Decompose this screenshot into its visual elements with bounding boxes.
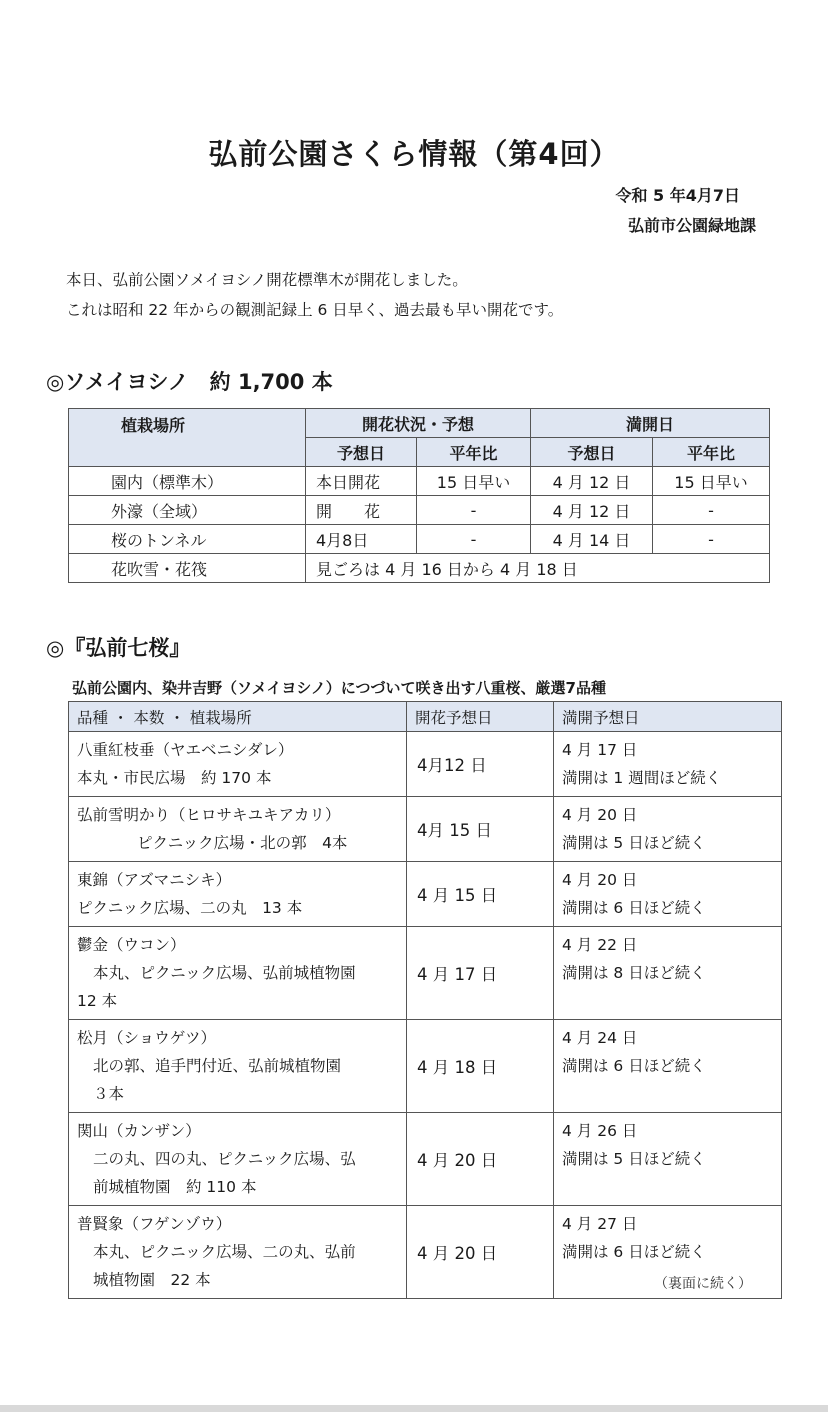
full-note: 満開は 6 日ほど続く <box>562 899 706 917</box>
bloom-date-cell: 4 月 17 日 <box>407 927 554 1020</box>
place-cell: 花吹雪・花筏 <box>69 554 306 583</box>
full-date-cell <box>554 732 782 797</box>
full-date: 4 月 27 日 <box>562 1215 638 1233</box>
full-note: 満開は 6 日ほど続く <box>562 1057 706 1075</box>
variety-cell <box>69 1206 407 1299</box>
continued-overleaf-note: （裏面に続く） <box>654 1276 752 1292</box>
full-note: 満開は 6 日ほど続く <box>562 1243 706 1261</box>
variety-place-cont: 城植物園 22 本 <box>93 1271 211 1289</box>
col-header-full-compare: 平年比 <box>653 438 770 467</box>
table-row <box>69 797 782 862</box>
col-header-place: 植栽場所 <box>69 409 306 467</box>
col-header-full: 満開予想日 <box>554 702 782 732</box>
full-date: 4 月 17 日 <box>562 741 638 759</box>
bloom-cell: 4月8日 <box>306 525 417 554</box>
variety-count: ３本 <box>93 1085 125 1103</box>
full-cell: 4 月 14 日 <box>531 525 653 554</box>
bloom-compare-cell: 15 日早い <box>417 467 531 496</box>
variety-name: 鬱金（ウコン） <box>77 936 186 954</box>
variety-name: 弘前雪明かり（ヒロサキユキアカリ） <box>77 806 341 824</box>
full-compare-cell: - <box>653 496 770 525</box>
table-row <box>69 732 782 797</box>
variety-place: 本丸、ピクニック広場、弘前城植物園 <box>93 964 356 982</box>
full-date: 4 月 20 日 <box>562 871 638 889</box>
variety-cell <box>69 927 407 1020</box>
col-header-full-expected: 予想日 <box>531 438 653 467</box>
bloom-compare-cell: - <box>417 496 531 525</box>
viewing-period-cell: 見ごろは 4 月 16 日から 4 月 18 日 <box>306 554 770 583</box>
col-header-bloom-compare: 平年比 <box>417 438 531 467</box>
table-row <box>69 1020 782 1113</box>
table-row <box>69 862 782 927</box>
bloom-date-cell: 4 月 15 日 <box>407 862 554 927</box>
full-date-cell <box>554 862 782 927</box>
table-row <box>69 496 770 525</box>
bloom-cell: 本日開花 <box>306 467 417 496</box>
full-note: 満開は 8 日ほど続く <box>562 964 706 982</box>
table-row <box>69 554 770 583</box>
full-date-cell <box>554 1113 782 1206</box>
col-header-bloom-group: 開花状況・予想 <box>306 409 531 438</box>
table-row <box>69 1113 782 1206</box>
col-header-bloom: 開花予想日 <box>407 702 554 732</box>
variety-name: 普賢象（フゲンゾウ） <box>77 1215 232 1233</box>
variety-cell <box>69 862 407 927</box>
table-row <box>69 927 782 1020</box>
full-date-cell <box>554 797 782 862</box>
variety-name: 松月（ショウゲツ） <box>77 1029 217 1047</box>
full-date: 4 月 24 日 <box>562 1029 638 1047</box>
variety-place: ピクニック広場・北の郭 4本 <box>137 834 348 852</box>
variety-name: 八重紅枝垂（ヤエベニシダレ） <box>77 741 294 759</box>
intro-line-2: これは昭和 22 年からの観測記録上 6 日早く、過去最も早い開花です。 <box>66 301 564 319</box>
variety-name: 関山（カンザン） <box>77 1122 201 1140</box>
place-cell: 園内（標準木） <box>69 467 306 496</box>
full-date-cell <box>554 1020 782 1113</box>
col-header-full-group: 満開日 <box>531 409 770 438</box>
full-note: 満開は 1 週間ほど続く <box>562 769 722 787</box>
table-row <box>69 467 770 496</box>
somei-yoshino-table <box>68 408 770 583</box>
variety-place: 本丸・市民広場 約 170 本 <box>77 769 272 787</box>
variety-name: 東錦（アズマニシキ） <box>77 871 232 889</box>
variety-cell <box>69 797 407 862</box>
full-date-cell <box>554 927 782 1020</box>
seven-cherries-heading: ◎『弘前七桜』 <box>46 636 191 660</box>
bloom-date-cell: 4 月 18 日 <box>407 1020 554 1113</box>
variety-place: 二の丸、四の丸、ピクニック広場、弘 <box>93 1150 356 1168</box>
issue-date: 令和 5 年4月7日 <box>615 186 740 205</box>
variety-cell <box>69 732 407 797</box>
table-row <box>69 525 770 554</box>
full-note: 満開は 5 日ほど続く <box>562 1150 706 1168</box>
col-header-name: 品種 ・ 本数 ・ 植栽場所 <box>69 702 407 732</box>
variety-place: 本丸、ピクニック広場、二の丸、弘前 <box>93 1243 356 1261</box>
bottom-divider <box>0 1405 828 1412</box>
seven-cherries-table <box>68 701 782 1299</box>
bloom-date-cell: 4月 15 日 <box>407 797 554 862</box>
full-cell: 4 月 12 日 <box>531 496 653 525</box>
full-date: 4 月 26 日 <box>562 1122 638 1140</box>
bloom-date-cell: 4 月 20 日 <box>407 1113 554 1206</box>
intro-line-1: 本日、弘前公園ソメイヨシノ開花標準木が開花しました。 <box>66 271 468 289</box>
full-compare-cell: 15 日早い <box>653 467 770 496</box>
place-cell: 桜のトンネル <box>69 525 306 554</box>
bloom-compare-cell: - <box>417 525 531 554</box>
full-cell: 4 月 12 日 <box>531 467 653 496</box>
somei-yoshino-heading: ◎ソメイヨシノ 約 1,700 本 <box>46 370 333 394</box>
full-date: 4 月 22 日 <box>562 936 638 954</box>
variety-cell <box>69 1113 407 1206</box>
variety-place-cont: 前城植物園 約 110 本 <box>93 1178 257 1196</box>
seven-cherries-description: 弘前公園内、染井吉野（ソメイヨシノ）につづいて咲き出す八重桜、厳選7品種 <box>72 679 606 697</box>
full-compare-cell: - <box>653 525 770 554</box>
bloom-date-cell: 4 月 20 日 <box>407 1206 554 1299</box>
bloom-cell: 開 花 <box>306 496 417 525</box>
variety-cell <box>69 1020 407 1113</box>
variety-place: 北の郭、追手門付近、弘前城植物園 <box>93 1057 342 1075</box>
full-date: 4 月 20 日 <box>562 806 638 824</box>
full-note: 満開は 5 日ほど続く <box>562 834 706 852</box>
col-header-bloom-expected: 予想日 <box>306 438 417 467</box>
page-title: 弘前公園さくら情報（第4回） <box>208 137 620 171</box>
issuing-department: 弘前市公園緑地課 <box>627 216 756 235</box>
bloom-date-cell: 4月12 日 <box>407 732 554 797</box>
place-cell: 外濠（全域） <box>69 496 306 525</box>
variety-count: 12 本 <box>77 992 118 1010</box>
variety-place: ピクニック広場、二の丸 13 本 <box>77 899 303 917</box>
